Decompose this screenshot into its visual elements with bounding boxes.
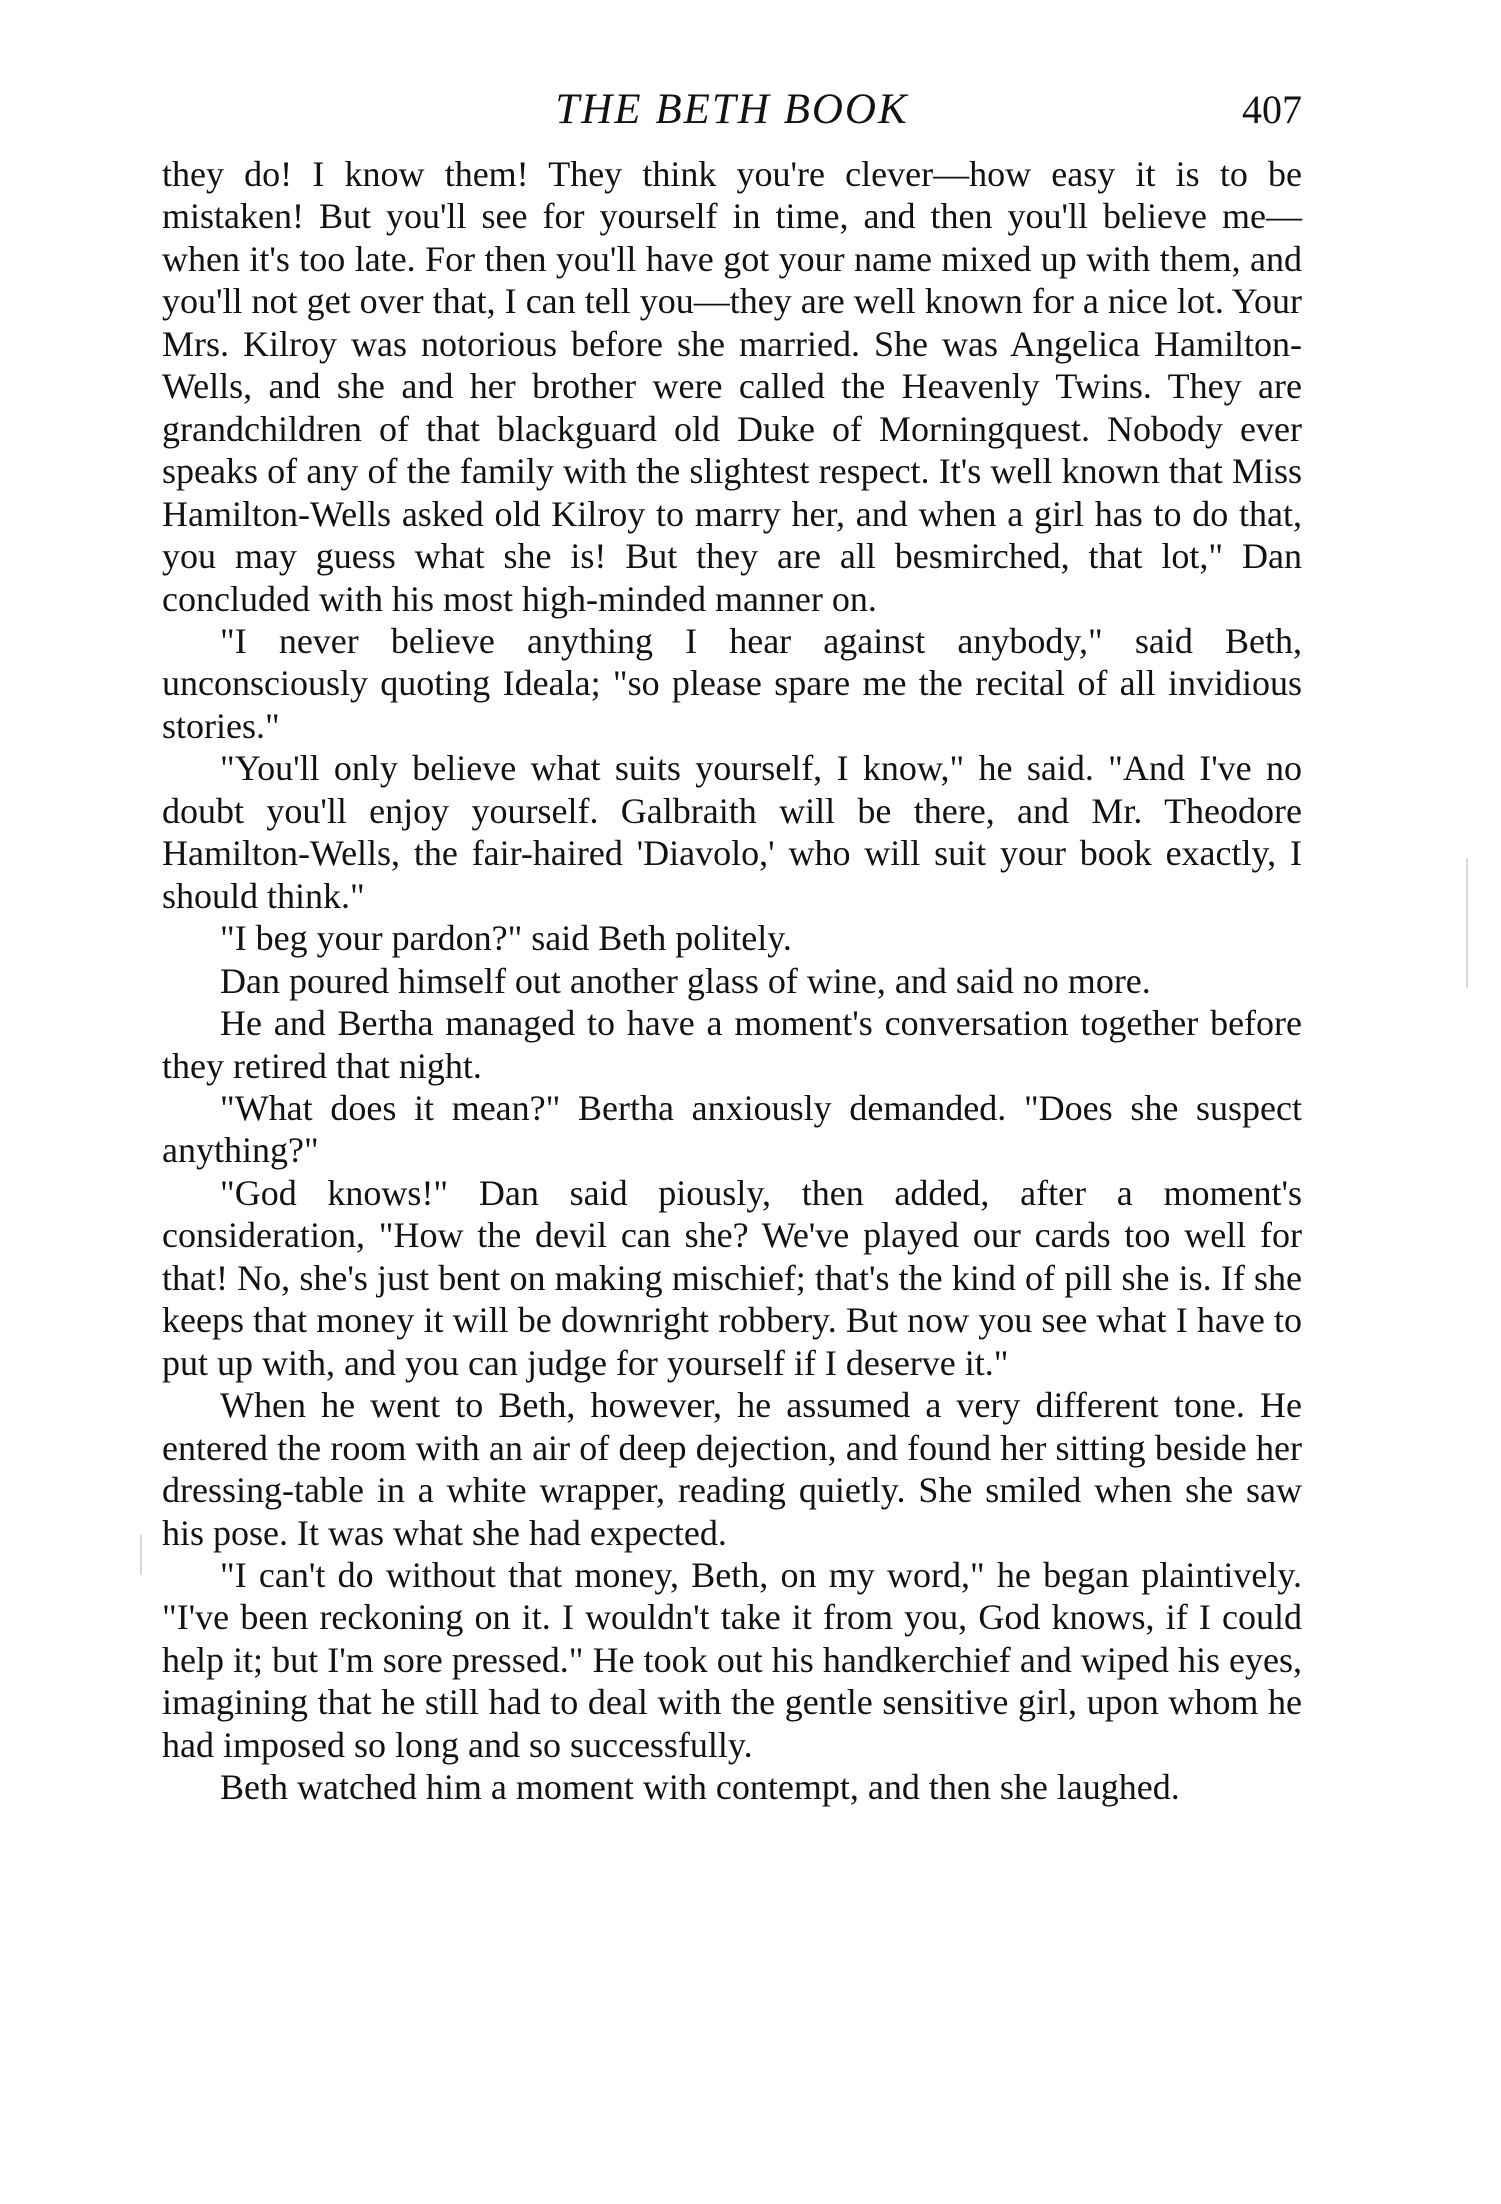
paragraph: "I can't do without that money, Beth, on my word," he began plaintively. "I've been reckoning on it. I wouldn't take it from you, God knows, if I could help it; but I'm sore pressed." He took out his handkerchief and wiped his eyes, imagining that he still had to deal with the gentle sensitive girl, upon whom he had imposed so long and so successfully. [162,1554,1302,1765]
paragraph: they do! I know them! They think you're clever—how easy it is to be mistaken! But you'll see for yourself in time, and then you'll believe me—when it's too late. For then you'll have got your name mixed up with them, and you'll not get over that, I can tell you—they are well known for a nice lot. Your Mrs. Kilroy was notorious before she married. She was Angelica Hamilton-Wells, and she and her brother were called the Heavenly Twins. They are grandchildren of that blackguard old Duke of Morningquest. Nobody ever speaks of any of the family with the slightest respect. It's well known that Miss Hamilton-Wells asked old Kilroy to marry her, and when a girl has to do that, you may guess what she is! But they are all besmirched, that lot," Dan concluded with his most high-minded manner on. [162,154,1302,619]
paragraph: Beth watched him a moment with contempt, and then she laughed. [220,1767,1180,1808]
paragraph: "You'll only believe what suits yourself, I know," he said. "And I've no doubt you'll enjoy yourself. Galbraith will be there, and Mr. Theodore Hamilton-Wells, the fair-haired 'Diavolo,' who will suit your book exactly, I should think." [162,748,1302,916]
paragraph: "What does it mean?" Bertha anxiously demanded. "Does she suspect anything?" [162,1087,1302,1171]
paragraph: Dan poured himself out another glass of wine, and said no more. [220,960,1151,1001]
margin-mark [140,1535,142,1575]
running-head [162,80,1302,140]
page-number: 407 [1242,87,1302,132]
margin-mark [1466,858,1468,988]
paragraph: "God knows!" Dan said piously, then added, after a moment's consideration, "How the devil can she? We've played our cards too well for that! No, she's just bent on making mischief; that's the kind of pill she is. If she keeps that money it will be downright robbery. But now you see what I have to put up with, and you can judge for yourself if I deserve it." [162,1172,1302,1383]
running-title: THE BETH BOOK [555,86,909,133]
text-body [162,153,1302,1809]
paragraph: He and Bertha managed to have a moment's conversation together before they retired that night. [162,1003,1302,1086]
paragraph: "I never believe anything I hear against anybody," said Beth, unconsciously quoting Ideala; "so please spare me the recital of all invidious stories." [162,620,1302,746]
paragraph: When he went to Beth, however, he assumed a very different tone. He entered the room with an air of deep dejection, and found her sitting beside her dressing-table in a white wrapper, reading quietly. She smiled when she saw his pose. It was what she had expected. [162,1385,1302,1553]
paragraph: "I beg your pardon?" said Beth politely. [220,918,792,959]
